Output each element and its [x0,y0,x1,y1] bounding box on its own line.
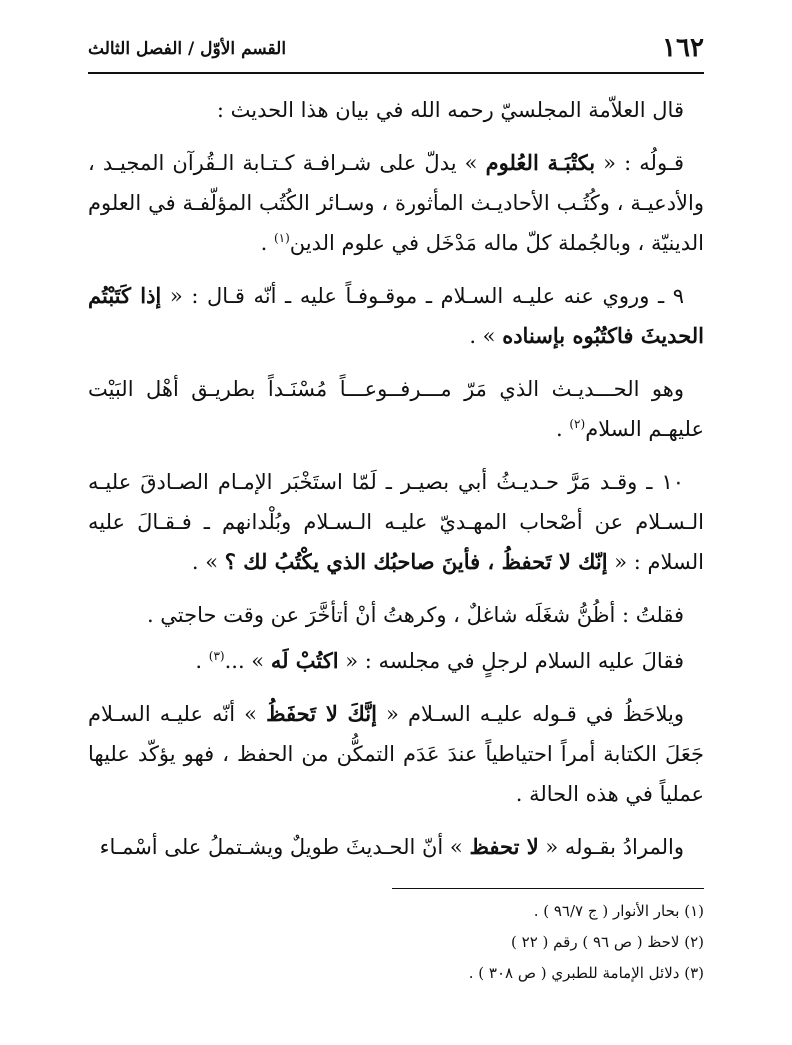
text-run: » . [191,550,225,574]
page-number: ١٦٢ [662,33,704,63]
text-run: فقالَ عليه السلام لرجلٍ في مجلسه : « [338,649,684,673]
footnote-rule [392,888,704,889]
paragraph-reply: فقلتُ : أظُنُّ شغَلَه شاغلٌ ، وكرهتُ أنْ أتأخَّرَ عن وقت حاجتي . [146,603,684,627]
running-head: القسم الأوّل / الفصل الثالث [88,39,287,59]
text-run: » . [469,324,503,348]
text-run: . [556,417,570,441]
text-run: . [260,231,274,255]
text-run: ١٠ ـ وقـد مَرَّ حـديـثُ أبي بصيـر ـ لَمّا استَخْبَر الإمـام الصـادقَ عليـه الـسـلام عن أصْحاب المهـديّ عليـه الـسـلام وبُلْدانهم ـ فـقـالَ عليه السلام : « [88,470,704,574]
quoted-phrase: لا تحفظ [469,834,539,859]
text-run: والمرادُ بقـوله « [538,835,684,859]
page-header [88,30,704,66]
text-run: قـولُه : « [595,151,684,175]
text-run: » أنّ الحـديثَ طويلٌ ويشـتملُ على أسْمـاء [99,835,470,859]
footnote-3: (٣) دلائل الإمامة للطبري ( ص ٣٠٨ ) . [468,964,704,982]
text-run: » ... [224,649,271,673]
footnote-1: (١) بحار الأنوار ( ج ٩٦/٧ ) . [533,902,704,920]
footnote-ref-1[interactable]: (١) [273,231,290,245]
paragraph-note [88,369,704,449]
paragraph-commentary [88,143,704,263]
quoted-phrase: بكتْبَـة العُلوم [485,150,596,175]
text-run: ويلاحَظُ في قـوله عليـه السـلام « [376,702,685,726]
header-rule [88,72,704,74]
hadith-text: إنّك لا تَحفظُ ، فأينَ صاحبُك الذي يكْتُبُ لك ؟ [224,549,608,574]
footnotes [88,896,704,989]
footnote-ref-3[interactable]: (٣) [208,649,225,663]
page-body [88,90,704,880]
paragraph-hadith-10 [88,462,704,582]
footnote-ref-2[interactable]: (٢) [569,417,586,431]
quoted-phrase: إنَّكَ لا تَحفَظُ [266,701,377,726]
footnote-2: (٢) لاحظ ( ص ٩٦ ) رقم ( ٢٢ ) [511,933,704,951]
hadith-text: إذا كَتَبْتُم الحديثَ فاكتُبُوه بإسناده [88,283,704,348]
text-run: ٩ ـ وروي عنه عليـه السـلام ـ موقـوفـاً عليه ـ أنّه قـال : « [161,284,684,308]
paragraph-hadith-9 [88,276,704,356]
paragraph-continuation [88,827,704,867]
text-run: وهو الحـــديـث الذي مَرّ مـــرفــوعـــاً مُسْنَـداً بطريـق أهْل البَيْت عليهـم السلام [88,377,704,441]
paragraph-observation [88,694,704,814]
text-run: » يدلّ على شـرافـة كـتـابة الـقُرآن المجيـد ، والأدعيـة ، وكُتُـب الأحاديـث المأثورة ، وسـائر الكُتُب المؤلّفـة في العلوم الدينيّة ، وبالجُملة كلّ ماله مَدْخَل في علوم الدين [88,151,704,255]
text-run: . [195,649,209,673]
text-run: » أنّه عليـه السـلام جَعَلَ الكتابة أمراً احتياطياً عندَ عَدَم التمكُّن من الحفظ ، فهو يؤكّد عليها عملياً في هذه الحالة . [88,702,704,806]
hadith-text: اكتُبْ لَه [270,648,339,673]
paragraph-intro: قال العلاّمة المجلسيّ رحمه الله في بيان هذا الحديث : [216,98,684,122]
paragraph-instruction [88,641,704,681]
